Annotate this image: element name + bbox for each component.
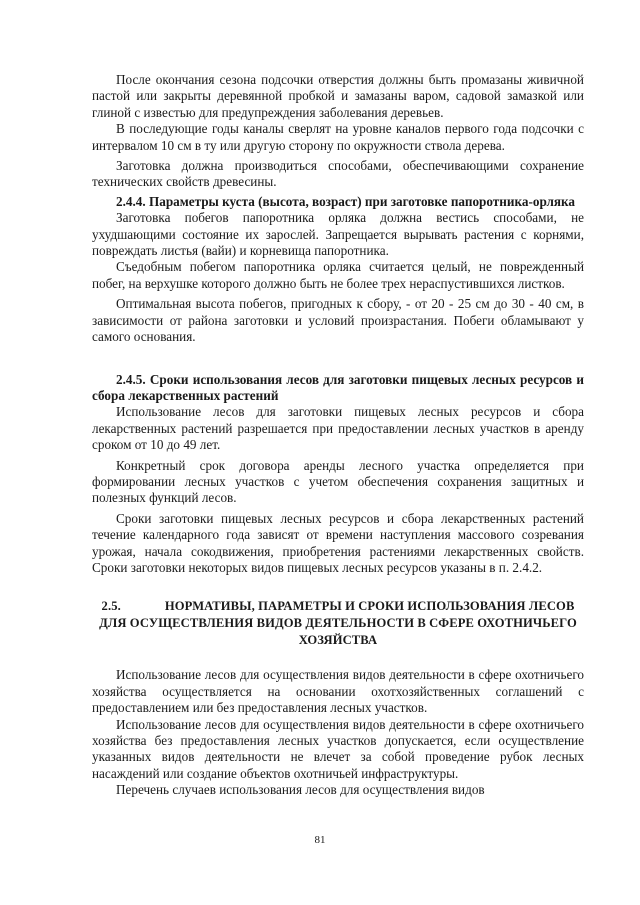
paragraph: Использование лесов для осуществления видов деятельности в сфере охотничьего хозяйства без предоставления лесных участков допускается, если осуществление указанных видов деятельности не влечет за собой проведение рубок лесных насаждений или создание объектов охотничьей инфраструктуры.	[92, 716, 584, 781]
section-number: 2.5.	[101, 599, 121, 614]
paragraph: Использование лесов для осуществления видов деятельности в сфере охотничьего хозяйства осуществляется на основании охотхозяйственных соглашений с предоставлением или без предоставления лесных участков.	[92, 667, 584, 716]
paragraph: Перечень случаев использования лесов для осуществления видов	[116, 782, 485, 798]
paragraph: Использование лесов для заготовки пищевых лесных ресурсов и сбора лекарственных растений разрешается при предоставлении лесных участков в аренду сроком от 10 до 49 лет.	[92, 404, 584, 453]
paragraph: Сроки заготовки пищевых лесных ресурсов и сбора лекарственных растений течение календарного года зависят от времени наступления массового созревания урожая, начала сокодвижения, приобретения растениями лекарственных свойств. Сроки заготовки некоторых видов пищевых лесных ресурсов указаны в п. 2.4.2.	[92, 510, 584, 575]
section-heading-2-5	[92, 598, 584, 649]
page-number: 81	[314, 834, 326, 846]
paragraph: Оптимальная высота побегов, пригодных к сбору, - от 20 - 25 см до 30 - 40 см, в зависимости от района заготовки и условий произрастания. Побеги обламывают у самого основания.	[92, 296, 584, 345]
paragraph: Заготовка должна производиться способами, обеспечивающими сохранение технических свойств древесины.	[92, 158, 584, 190]
section-title: НОРМАТИВЫ, ПАРАМЕТРЫ И СРОКИ ИСПОЛЬЗОВАНИЯ ЛЕСОВ ДЛЯ ОСУЩЕСТВЛЕНИЯ ВИДОВ ДЕЯТЕЛЬНОСТИ В СФЕРЕ ОХОТНИЧЬЕГО ХОЗЯЙСТВА	[99, 599, 577, 648]
subsection-heading-2-4-4: 2.4.4. Параметры куста (высота, возраст) при заготовке папоротника-орляка	[116, 193, 575, 209]
subsection-heading-2-4-5: 2.4.5. Сроки использования лесов для заготовки пищевых лесных ресурсов и сбора лекарственных растений	[92, 371, 584, 403]
paragraph: Съедобным побегом папоротника орляка считается целый, не поврежденный побег, на верхушке которого должно быть не более трех нераспустившихся листков.	[92, 259, 584, 291]
paragraph: После окончания сезона подсочки отверстия должны быть промазаны живичной пастой или закрыты деревянной пробкой и замазаны варом, садовой замазкой или глиной с известью для предупреждения заболевания деревьев.	[92, 72, 584, 120]
paragraph: Заготовка побегов папоротника орляка должна вестись способами, не ухудшающими состояние их зарослей. Запрещается вырывать растения с корнями, повреждать листья (вайи) и корневища папоротника.	[92, 210, 584, 259]
paragraph: В последующие годы каналы сверлят на уровне каналов первого года подсочки с интервалом 10 см в ту или другую сторону по окружности ствола дерева.	[92, 121, 584, 153]
paragraph: Конкретный срок договора аренды лесного участка определяется при формировании лесных участков с учетом обеспечения сохранения защитных и полезных функций лесов.	[92, 457, 584, 506]
